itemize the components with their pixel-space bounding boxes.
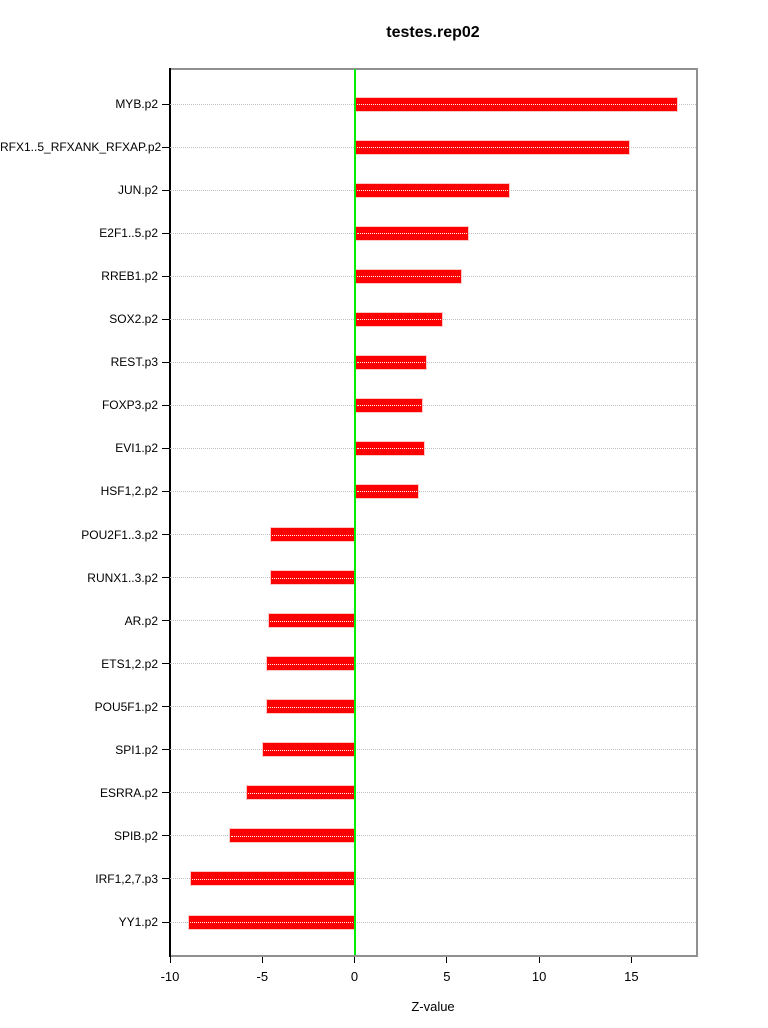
bar-gridline-overlay <box>357 362 425 363</box>
bar-gridline-overlay <box>357 147 628 148</box>
category-label: SPIB.p2 <box>113 828 158 843</box>
bar <box>355 398 423 413</box>
bar <box>229 828 355 843</box>
y-axis-tick <box>162 319 169 320</box>
bar <box>270 570 355 585</box>
bar <box>355 183 510 198</box>
bar <box>355 226 469 241</box>
y-axis-line <box>169 68 171 957</box>
y-axis-tick <box>162 448 169 449</box>
x-axis-tick-label: -5 <box>256 969 269 984</box>
row-gridline <box>170 405 696 406</box>
row-gridline <box>170 706 696 707</box>
row-gridline <box>170 663 696 664</box>
y-axis-tick <box>162 792 169 793</box>
bar <box>355 484 420 499</box>
plot-border-top <box>169 68 698 70</box>
category-label: SPI1.p2 <box>115 742 158 757</box>
bar-gridline-overlay <box>357 319 442 320</box>
x-axis-tick <box>262 957 263 963</box>
category-label: ETS1,2.p2 <box>101 656 158 671</box>
category-label: POU2F1..3.p2 <box>81 527 158 542</box>
bar-gridline-overlay <box>357 276 460 277</box>
y-axis-tick <box>162 577 169 578</box>
bar-gridline-overlay <box>357 233 467 234</box>
y-axis-tick <box>162 922 169 923</box>
category-label: HSF1,2.p2 <box>100 484 158 499</box>
y-axis-tick <box>162 362 169 363</box>
y-axis-tick <box>162 749 169 750</box>
bar-gridline-overlay <box>248 793 353 794</box>
category-label: JUN.p2 <box>117 183 158 198</box>
row-gridline <box>170 620 696 621</box>
bar <box>355 269 462 284</box>
category-label: FOXP3.p2 <box>101 398 158 413</box>
bar-gridline-overlay <box>192 879 352 880</box>
bar-gridline-overlay <box>268 707 353 708</box>
category-label: ESRRA.p2 <box>99 785 158 800</box>
x-axis-tick <box>631 957 632 963</box>
category-label: REST.p3 <box>110 355 158 370</box>
zero-reference-line <box>354 69 356 955</box>
bar <box>266 699 355 714</box>
category-label: EVI1.p2 <box>115 441 158 456</box>
x-axis-tick-label: 15 <box>624 969 639 984</box>
y-axis-tick <box>162 706 169 707</box>
category-label: E2F1..5.p2 <box>99 226 158 241</box>
x-axis-tick-label: 0 <box>350 969 359 984</box>
row-gridline <box>170 749 696 750</box>
y-axis-tick <box>162 147 169 148</box>
y-axis-tick <box>162 491 169 492</box>
row-gridline <box>170 577 696 578</box>
x-axis-tick-label: 5 <box>443 969 451 984</box>
bar-gridline-overlay <box>268 664 353 665</box>
y-axis-tick <box>162 405 169 406</box>
category-label: RFX1..5_RFXANK_RFXAP.p2 <box>0 140 162 155</box>
plot-border-bottom <box>169 955 698 957</box>
y-axis-tick <box>162 276 169 277</box>
bar-gridline-overlay <box>357 448 423 449</box>
bar-gridline-overlay <box>190 922 352 923</box>
category-label: RREB1.p2 <box>101 269 158 284</box>
category-label: YY1.p2 <box>118 915 158 929</box>
bar <box>270 527 355 542</box>
bar-gridline-overlay <box>357 104 676 105</box>
category-label: POU5F1.p2 <box>94 699 158 714</box>
x-axis-tick-label: 10 <box>531 969 547 984</box>
bar <box>268 613 355 628</box>
row-gridline <box>170 448 696 449</box>
bar <box>355 97 678 112</box>
bar <box>355 140 630 155</box>
bar-gridline-overlay <box>272 578 353 579</box>
y-axis-tick <box>162 104 169 105</box>
bar <box>355 312 444 327</box>
bar-gridline-overlay <box>231 836 353 837</box>
bar-gridline-overlay <box>357 190 508 191</box>
x-axis-label: Z-value <box>411 999 455 1014</box>
y-axis-tick <box>162 878 169 879</box>
category-label: MYB.p2 <box>115 97 158 111</box>
plot-border-right <box>696 68 698 957</box>
x-axis-tick <box>446 957 447 963</box>
bar <box>266 656 355 671</box>
bar-gridline-overlay <box>357 405 421 406</box>
bar-gridline-overlay <box>272 535 353 536</box>
row-gridline <box>170 362 696 363</box>
bar-gridline-overlay <box>270 621 353 622</box>
bar <box>262 742 354 757</box>
y-axis-tick <box>162 663 169 664</box>
y-axis-tick <box>162 233 169 234</box>
category-label: IRF1,2,7.p3 <box>95 871 158 886</box>
bar <box>190 871 354 886</box>
y-axis-tick <box>162 534 169 535</box>
x-axis-tick <box>354 957 355 963</box>
category-label: AR.p2 <box>124 613 158 628</box>
y-axis-tick <box>162 190 169 191</box>
y-axis-tick <box>162 620 169 621</box>
y-axis-tick <box>162 835 169 836</box>
x-axis-tick <box>170 957 171 963</box>
bar-gridline-overlay <box>357 491 418 492</box>
bar <box>246 785 355 800</box>
bar <box>188 915 354 930</box>
x-axis-tick <box>539 957 540 963</box>
category-label: RUNX1..3.p2 <box>87 570 158 585</box>
bar-gridline-overlay <box>264 750 352 751</box>
x-axis-tick-label: -10 <box>160 969 180 984</box>
chart-title: testes.rep02 <box>386 24 480 41</box>
bar <box>355 441 425 456</box>
row-gridline <box>170 491 696 492</box>
category-label: SOX2.p2 <box>109 312 158 327</box>
row-gridline <box>170 534 696 535</box>
bar <box>355 355 427 370</box>
